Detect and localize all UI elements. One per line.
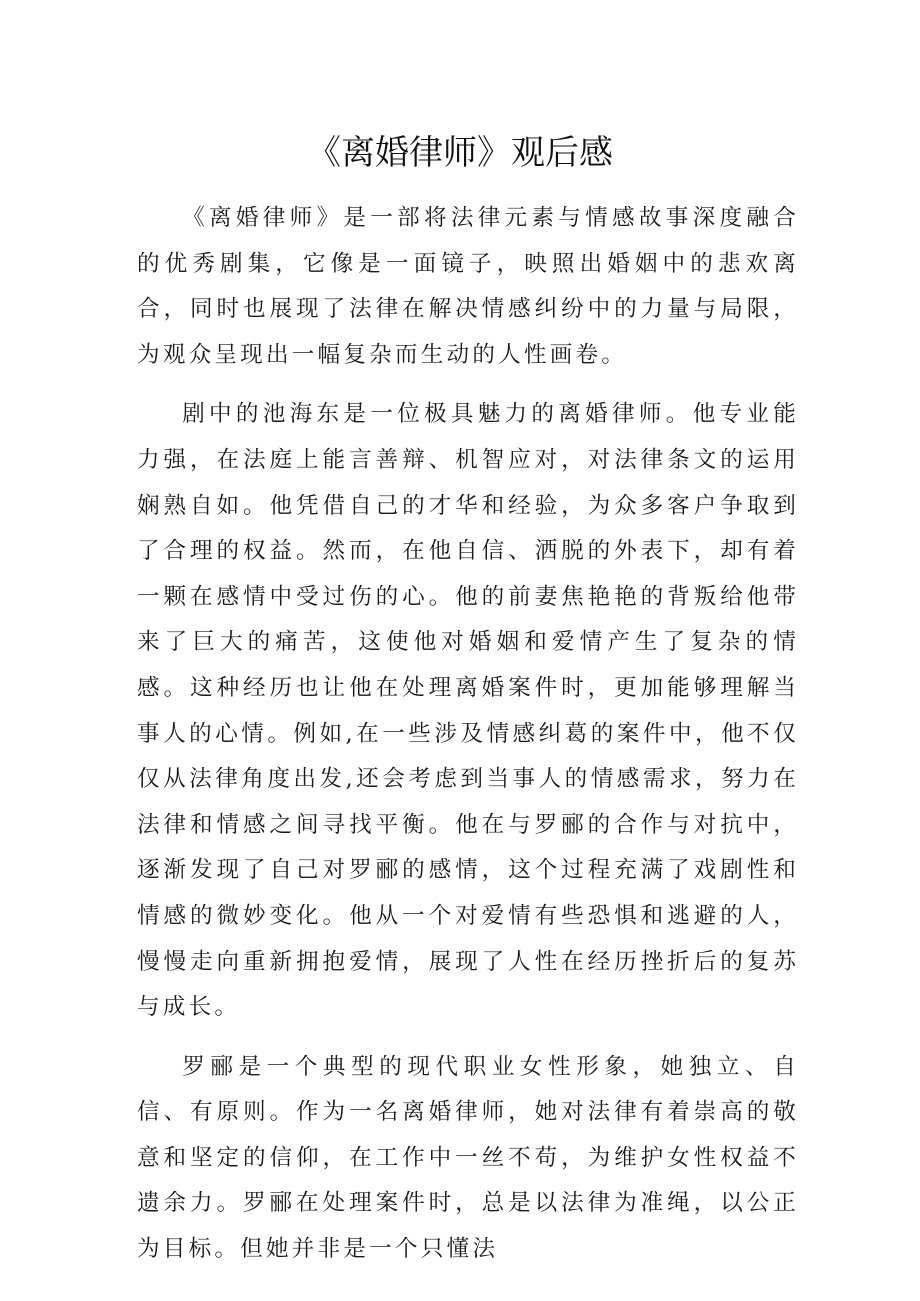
document-body — [137, 196, 799, 1287]
paragraph: 罗郦是一个典型的现代职业女性形象，她独立、自信、有原则。作为一名离婚律师，她对法律有着崇高的敬意和坚定的信仰，在工作中一丝不苟，为维护女性权益不遗余力。罗郦在处理案件时，总是以法律为准绳，以公正为目标。但她并非是一个只懂法 — [137, 1053, 799, 1263]
paragraph: 《离婚律师》是一部将法律元素与情感故事深度融合的优秀剧集，它像是一面镜子，映照出婚姻中的悲欢离合，同时也展现了法律在解决情感纠纷中的力量与局限，为观众呈现出一幅复杂而生动的人性画卷。 — [137, 205, 799, 368]
document-title: 《离婚律师》观后感 — [307, 133, 613, 173]
paragraph: 剧中的池海东是一位极具魅力的离婚律师。他专业能力强，在法庭上能言善辩、机智应对，对法律条文的运用娴熟自如。他凭借自己的才华和经验，为众多客户争取到了合理的权益。然而，在他自信、洒脱的外表下，却有着一颗在感情中受过伤的心。他的前妻焦艳艳的背叛给他带来了巨大的痛苦，这使他对婚姻和爱情产生了复杂的情感。这种经历也让他在处理离婚案件时，更加能够理解当事人的心情。例如,在一些涉及情感纠葛的案件中，他不仅仅从法律角度出发,还会考虑到当事人的情感需求，努力在法律和情感之间寻找平衡。他在与罗郦的合作与对抗中，逐渐发现了自己对罗郦的感情，这个过程充满了戏剧性和情感的微妙变化。他从一个对爱情有些恐惧和逃避的人，慢慢走向重新拥抱爱情，展现了人性在经历挫折后的复苏与成长。 — [137, 401, 799, 1021]
